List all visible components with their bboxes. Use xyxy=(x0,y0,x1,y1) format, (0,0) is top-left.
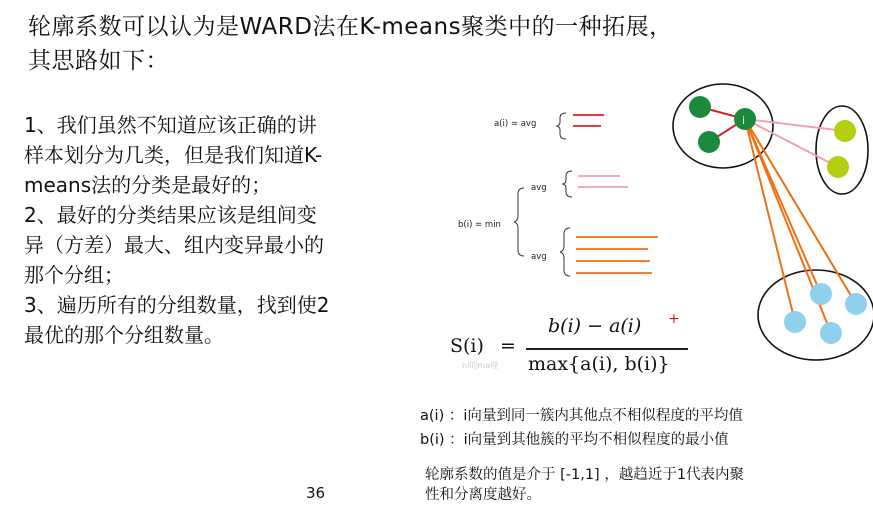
avg-label-1: avg xyxy=(531,183,547,193)
second-cluster-point xyxy=(834,120,856,142)
title-line-2: 其思路如下： xyxy=(28,48,169,74)
avg-label-2: avg xyxy=(531,252,547,262)
formula-plus-mark: + xyxy=(668,311,680,327)
step-line: 3、遍历所有的分组数量，找到使2 xyxy=(24,293,330,317)
step-line: 样本划分为几类，但是我们知道K- xyxy=(24,143,323,167)
third-cluster-point xyxy=(784,311,806,333)
b-brace xyxy=(514,188,524,256)
formula-lhs: S(i) xyxy=(450,335,484,357)
definition-a: a(i) ：i向量到同一簇内其他点不相似程度的平均值 xyxy=(420,408,743,424)
third-cluster-point xyxy=(820,322,842,344)
avg-brace-1 xyxy=(563,171,572,197)
second-cluster-ellipse xyxy=(816,106,868,194)
summary-line-1: 轮廓系数的值是介于 [-1,1] ，越趋近于1代表内聚 xyxy=(425,467,745,483)
third-cluster-link xyxy=(745,119,795,322)
step-line: means法的分类是最好的； xyxy=(24,173,272,197)
own-cluster-point xyxy=(698,131,720,153)
own-cluster-point xyxy=(689,96,711,118)
title-line-1: 轮廓系数可以认为是WARD法在K-means聚类中的一种拓展， xyxy=(28,14,673,40)
step-line: 异（方差）最大、组内变异最小的 xyxy=(24,233,324,257)
page-number: 36 xyxy=(306,484,326,502)
step-line: 1、我们虽然不知道应该正确的讲 xyxy=(24,113,317,137)
watermark: ni的ma理 xyxy=(462,361,498,370)
second-cluster-point xyxy=(827,156,849,178)
definition-b: b(i) ：i向量到其他簇的平均不相似程度的最小值 xyxy=(420,432,729,448)
step-line: 2、最好的分类结果应该是组间变 xyxy=(24,203,317,227)
step-line: 最优的那个分组数量。 xyxy=(24,323,224,347)
avg-brace-2 xyxy=(560,228,570,276)
summary-line-2: 性和分离度越好。 xyxy=(425,487,541,503)
fraction-bar xyxy=(526,348,688,350)
summary-note xyxy=(425,465,865,505)
third-cluster-point xyxy=(845,293,867,315)
b-label: b(i) = min xyxy=(458,220,501,230)
step-line: 那个分组； xyxy=(24,263,124,287)
formula-denominator: max{a(i), b(i)} xyxy=(528,353,670,375)
a-brace xyxy=(557,113,566,139)
formula-numerator: b(i) − a(i) xyxy=(548,315,642,337)
third-cluster-point xyxy=(810,283,832,305)
formula-equals: = xyxy=(500,335,516,357)
point-i-label: i xyxy=(742,114,746,127)
a-label: a(i) = avg xyxy=(494,119,537,129)
second-cluster-link xyxy=(745,119,845,131)
